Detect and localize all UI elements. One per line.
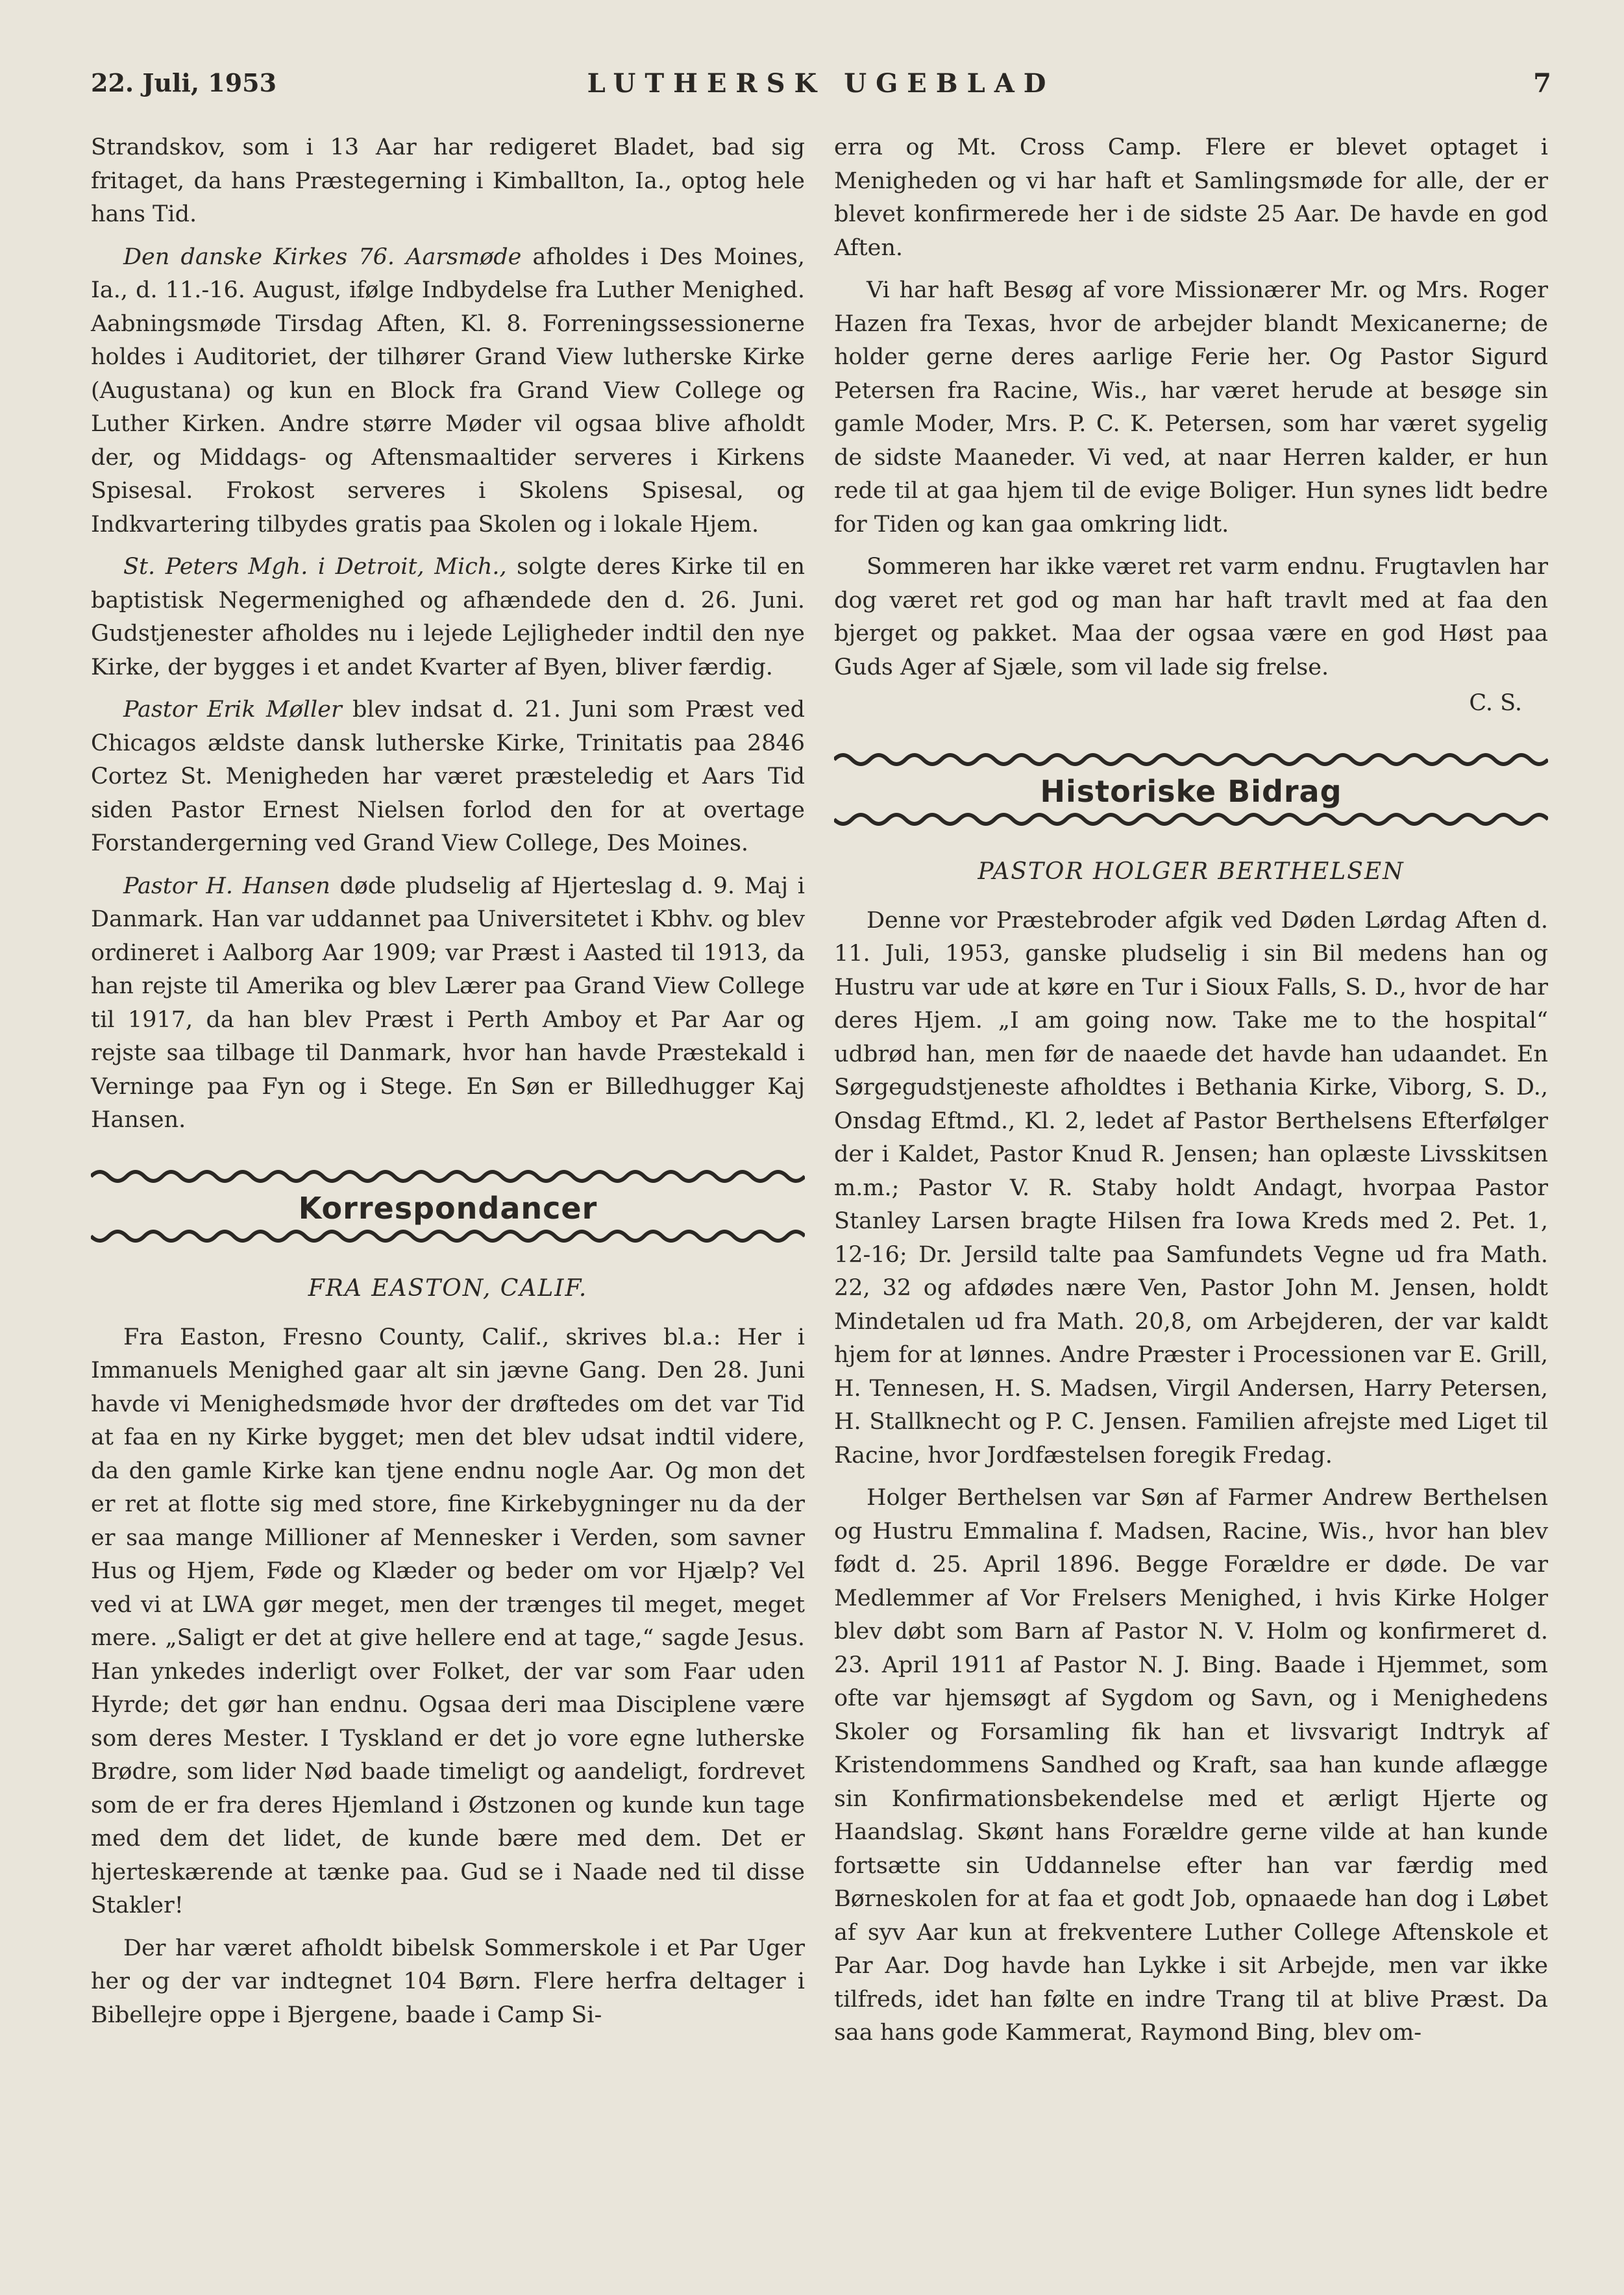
article-paragraph: Holger Berthelsen var Søn af Farmer Andrew Berthelsen og Hustru Emmalina f. Madsen, Racine, Wis., hvor han blev født d. 25. April 1896. Begge Forældre er døde. De var Medlemmer af Vor Frelsers Menighed, i hvis Kirke Holger blev døbt som Barn af Pastor N. V. Holm og konfirmeret d. 23. April 1911 af Pastor N. J. Bing. Baade i Hjemmet, som ofte var hjemsøgt af Sygdom og Savn, og i Menighedens Skoler og Forsamling fik han et livsvarigt Indtryk af Kristendommens Sandhed og Kraft, saa han kunde aflægge sin Konfirmationsbekendelse med et ærligt Hjerte og Haandslag. Skønt hans Forældre gerne vilde at han kunde fortsætte sin Uddannelse efter han var færdig med Børneskolen for at faa et godt Job, opnaaede han dog i Løbet af syv Aar kun at frekventere Luther College Aftenskole et Par Aar. Dog havde han Lykke i sit Arbejde, men var ikke tilfreds, idet han følte en indre Trang til at blive Præst. Da saa hans gode Kammerat, Raymond Bing, blev om-	[834, 1485, 1548, 2046]
decorative-wave-rule	[834, 810, 1548, 832]
article-paragraph: Vi har haft Besøg af vore Missionærer Mr. og Mrs. Roger Hazen fra Texas, hvor de arbejder blandt Mexicanerne; de holder gerne deres aarlige Ferie her. Og Pastor Sigurd Petersen fra Racine, Wis., har været herude at besøge sin gamle Moder, Mrs. P. C. K. Petersen, som har været sygelig de sidste Maaneder. Vi ved, at naar Herren kalder, er hun rede til at gaa hjem til de evige Boliger. Hun synes lidt bedre for Tiden og kan gaa omkring lidt.	[834, 277, 1548, 538]
right-column	[834, 131, 1548, 2059]
article-text: solgte deres Kirke til en baptistisk Negermenighed og afhændede den d. 26. Juni. Gudstjenester afholdes nu i lejede Lejligheder indtil den nye Kirke, der bygges i et andet Kvarter af Byen, bliver færdig.	[91, 554, 805, 680]
article-lead: Den danske Kirkes 76. Aarsmøde	[123, 243, 522, 270]
publication-title: LUTHERSK UGEBLAD	[587, 68, 1055, 99]
article-text: blev indsat d. 21. Juni som Præst ved Chicagos ældste dansk lutherske Kirke, Trinitatis paa 2846 Cortez St. Menigheden har været præsteledig et Aars Tid siden Pastor Ernest Nielsen forlod den for at overtage Forstandergerning ved Grand View College, Des Moines.	[91, 697, 805, 856]
article-paragraph	[91, 693, 805, 861]
decorative-wave-rule	[834, 747, 1548, 769]
section-header-historiske-bidrag	[834, 747, 1548, 832]
section-title: Korrespondancer	[298, 1190, 598, 1226]
article-paragraph	[91, 870, 805, 1137]
decorative-wave-rule	[91, 1163, 805, 1185]
article-paragraph	[91, 241, 805, 542]
article-paragraph: erra og Mt. Cross Camp. Flere er blevet optaget i Menigheden og vi har haft et Samlingsmøde for alle, der er blevet konfirmerede her i de sidste 25 Aar. De havde en god Aften.	[834, 134, 1548, 261]
article-text: døde pludselig af Hjerteslag d. 9. Maj i Danmark. Han var uddannet paa Universitetet i Kbhv. og blev ordineret i Aalborg Aar 1909; var Præst i Aasted til 1913, da han rejste til Amerika og blev Lærer paa Grand View College til 1917, da han blev Præst i Perth Amboy et Par Aar og rejste saa tilbage til Danmark, hvor han havde Præstekald i Verninge paa Fyn og i Stege. En Søn er Billedhugger Kaj Hansen.	[91, 873, 805, 1133]
left-column	[91, 131, 805, 2041]
article-paragraph: Sommeren har ikke været ret varm endnu. Frugtavlen har dog været ret god og man har haft travlt med at faa den bjerget og pakket. Maa der ogsaa være en god Høst paa Guds Ager af Sjæle, som vil lade sig frelse.	[834, 554, 1548, 680]
article-lead: St. Peters Mgh. i Detroit, Mich.,	[123, 554, 507, 580]
article-subheading: FRA EASTON, CALIF.	[308, 1274, 588, 1302]
author-signature: C. S.	[1469, 690, 1522, 716]
decorative-wave-rule	[91, 1227, 805, 1249]
section-header-korrespondancer	[91, 1163, 805, 1249]
article-paragraph: Der har været afholdt bibelsk Sommerskole i et Par Uger her og der var indtegnet 104 Børn. Flere herfra deltager i Bibellejre oppe i Bjergene, baade i Camp Si-	[91, 1935, 805, 2028]
issue-date: 22. Juli, 1953	[91, 68, 277, 97]
section-title: Historiske Bidrag	[1040, 773, 1342, 809]
article-subheading: PASTOR HOLGER BERTHELSEN	[978, 858, 1405, 885]
article-paragraph	[91, 551, 805, 684]
article-paragraph: Denne vor Præstebroder afgik ved Døden Lørdag Aften d. 11. Juli, 1953, ganske pludselig i sin Bil medens han og Hustru var ude at køre en Tur i Sioux Falls, S. D., hvor de har deres Hjem. „I am going now. Take me to the hospital“ udbrød han, men før de naaede det havde han udaandet. En Sørgegudstjeneste afholdtes i Bethania Kirke, Viborg, S. D., Onsdag Eftmd., Kl. 2, ledet af Pastor Berthelsens Efterfølger der i Kaldet, Pastor Knud R. Jensen; han oplæste Livsskitsen m.m.; Pastor V. R. Staby holdt Andagt, hvorpaa Pastor Stanley Larsen bragte Hilsen fra Iowa Kreds med 2. Pet. 1, 12-16; Dr. Jersild talte paa Samfundets Vegne ud fra Math. 22, 32 og afdødes nære Ven, Pastor John M. Jensen, holdt Mindetalen ud fra Math. 20,8, om Arbejderen, der var kaldt hjem for at lønnes. Andre Præster i Processionen var E. Grill, H. Tennesen, H. S. Madsen, Virgil Andersen, Harry Petersen, H. Stallknecht og P. C. Jensen. Familien afrejste med Liget til Racine, hvor Jordfæstelsen foregik Fredag.	[834, 907, 1548, 1469]
page-number: 7	[1533, 68, 1551, 99]
article-paragraph: Fra Easton, Fresno County, Calif., skrives bl.a.: Her i Immanuels Menighed gaar alt sin jævne Gang. Den 28. Juni havde vi Menighedsmøde hvor der drøftedes om det var Tid at faa en ny Kirke bygget; men det blev udsat indtil videre, da den gamle Kirke kan tjene endnu nogle Aar. Og mon det er ret at flotte sig med store, fine Kirkebygninger nu da der er saa mange Millioner af Mennesker i Verden, som savner Hus og Hjem, Føde og Klæder og beder om vor Hjælp? Vel ved vi at LWA gør meget, men der trænges til meget, meget mere. „Saligt er det at give hellere end at tage,“ sagde Jesus. Han ynkedes inderligt over Folket, der var som Faar uden Hyrde; det gør han endnu. Ogsaa deri maa Disciplene være som deres Mester. I Tyskland er det jo vore egne lutherske Brødre, som lider Nød baade timeligt og aandeligt, fordrevet som de er fra deres Hjemland i Østzonen og kunde kun tage med dem det lidet, de kunde bære med dem. Det er hjerteskærende at tænke paa. Gud se i Naade ned til disse Stakler!	[91, 1324, 805, 1918]
article-text: afholdes i Des Moines, Ia., d. 11.-16. August, ifølge Indbydelse fra Luther Menighed. Aabningsmøde Tirsdag Aften, Kl. 8. Forreningssessionerne holdes i Auditoriet, der tilhører Grand View lutherske Kirke (Augustana) og kun en Block fra Grand View College og Luther Kirken. Andre større Møder vil ogsaa blive afholdt der, og Middags- og Aftensmaaltider serveres i Kirkens Spisesal. Frokost serveres i Skolens Spisesal, og Indkvartering tilbydes gratis paa Skolen og i lokale Hjem.	[91, 243, 805, 538]
article-paragraph: Strandskov, som i 13 Aar har redigeret Bladet, bad sig fritaget, da hans Præstegerning i Kimballton, Ia., optog hele hans Tid.	[91, 134, 805, 227]
article-lead: Pastor H. Hansen	[123, 873, 330, 899]
page-header	[91, 68, 1551, 107]
article-lead: Pastor Erik Møller	[123, 697, 342, 723]
